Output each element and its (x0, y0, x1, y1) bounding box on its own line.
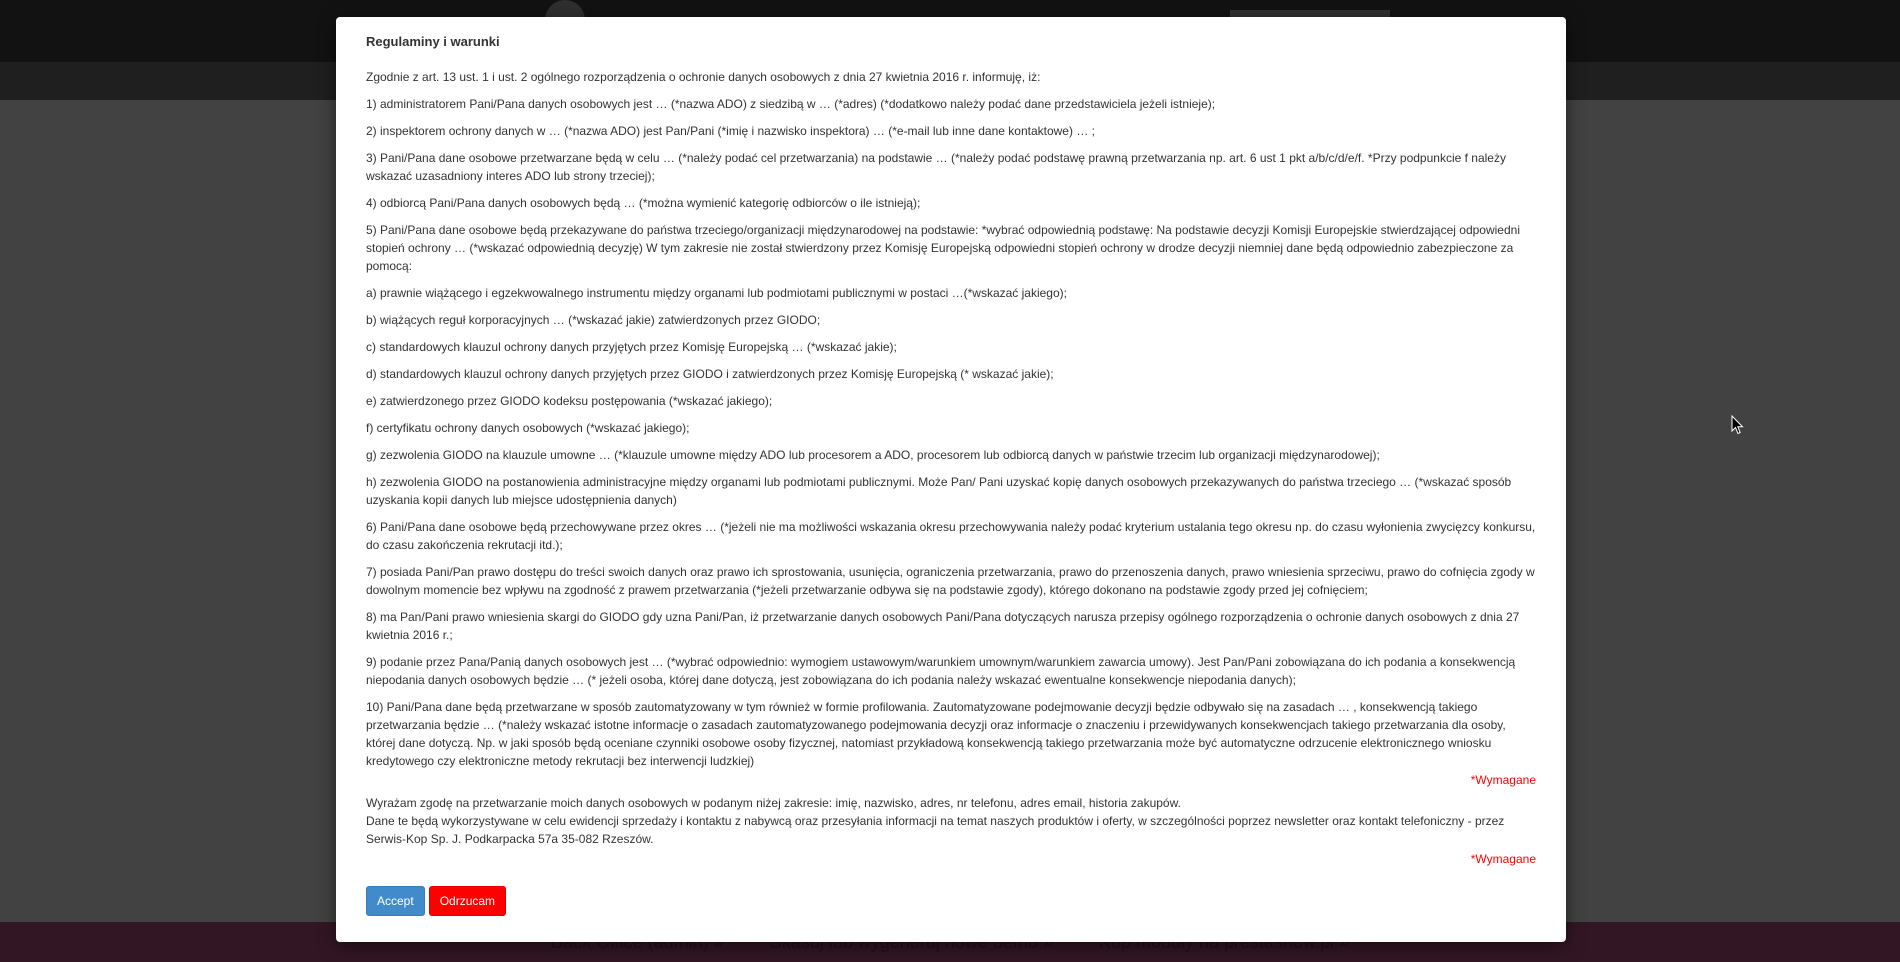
terms-paragraph: f) certyfikatu ochrony danych osobowych (*wskazać jakiego); (366, 421, 690, 435)
terms-paragraph: d) standardowych klauzul ochrony danych przyjętych przez GIODO i zatwierdzonych przez Komisję Europejską (* wskazać jakie); (366, 367, 1054, 381)
terms-paragraph: b) wiążących reguł korporacyjnych … (*wskazać jakie) zatwierdzonych przez GIODO; (366, 313, 821, 327)
reject-button[interactable]: Odrzucam (429, 886, 506, 916)
terms-paragraph: 1) administratorem Pani/Pana danych osobowych jest … (*nazwa ADO) z siedzibą w … (*adres) (*dodatkowo należy podać dane przedstawiciela jeżeli istnieje); (366, 97, 1216, 111)
terms-paragraph: c) standardowych klauzul ochrony danych przyjętych przez Komisję Europejską … (*wskazać jakie); (366, 340, 897, 354)
terms-paragraphs (366, 68, 1536, 770)
terms-modal-body (366, 33, 1536, 916)
terms-paragraph: Zgodnie z art. 13 ust. 1 i ust. 2 ogólnego rozporządzenia o ochronie danych osobowych z dnia 27 kwietnia 2016 r. informuję, iż: (366, 70, 1041, 84)
consent-text (366, 794, 1536, 848)
accept-button[interactable]: Accept (366, 886, 425, 916)
terms-paragraph: 8) ma Pan/Pani prawo wniesienia skargi do GIODO gdy uzna Pani/Pan, iż przetwarzanie danych osobowych Pani/Pana dotyczących narusza przepisy ogólnego rozporządzenia o ochronie danych osobowych z dnia 27 kwietnia 2016 r.; (366, 610, 1520, 642)
terms-paragraph: g) zezwolenia GIODO na klauzule umowne … (*klauzule umowne między ADO lub procesorem a ADO, procesorem lub odbiorcą danych w państwie trzecim lub organizacji międzynarodowej); (366, 448, 1380, 462)
terms-paragraph: 4) odbiorcą Pani/Pana danych osobowych będą … (*można wymienić kategorię odbiorców o ile istnieją); (366, 196, 921, 210)
consent-line: Dane te będą wykorzystywane w celu ewidencji sprzedaży i kontaktu z nabywcą oraz przesyłania informacji na temat naszych produktów i oferty, w szczególności poprzez newsletter oraz kontakt telefoniczny - przez Serwis-Kop Sp. J. Podkarpacka 57a 35-082 Rzeszów. (366, 814, 1505, 846)
terms-paragraph: h) zezwolenia GIODO na postanowienia administracyjne między organami lub podmiotami publicznymi. Może Pan/ Pani uzyskać kopię danych osobowych przekazywanych do państwa trzeciego … (*wskazać sposób uzyskania kopii danych lub miejsce udostępnienia danych) (366, 475, 1512, 507)
required-label: *Wymagane (1470, 773, 1536, 787)
terms-paragraph: e) zatwierdzonego przez GIODO kodeksu postępowania (*wskazać jakiego); (366, 394, 773, 408)
terms-paragraph: 6) Pani/Pana dane osobowe będą przechowywane przez okres … (*jeżeli nie ma możliwości wskazania okresu przechowywania należy podać kryterium ustalania tego okresu np. do czasu wyłonienia zwycięzcy konkursu, do czasu zakończenia rekrutacji itd.); (366, 520, 1536, 552)
consent-line: Wyrażam zgodę na przetwarzanie moich danych osobowych w podanym niżej zakresie: imię, nazwisko, adres, nr telefonu, adres email, historia zakupów. (366, 796, 1181, 810)
modal-actions (366, 886, 1536, 916)
mouse-cursor-icon (1731, 415, 1745, 435)
terms-paragraph: 9) podanie przez Pana/Panią danych osobowych jest … (*wybrać odpowiednio: wymogiem ustawowym/warunkiem umownym/warunkiem zawarcia umowy). Jest Pan/Pani zobowiązana do ich podania a konsekwencją niepodania danych osobowych będzie … (* jeżeli osoba, której dane dotyczą, jest zobowiązana do ich podania należy wskazać ewentualne konsekwencje niepodania danych); (366, 655, 1516, 687)
modal-title: Regulaminy i warunki (366, 34, 500, 49)
terms-modal (336, 17, 1566, 942)
terms-paragraph: 3) Pani/Pana dane osobowe przetwarzane będą w celu … (*należy podać cel przetwarzania) na podstawie … (*należy podać podstawę prawną przetwarzania np. art. 6 ust 1 pkt a/b/c/d/e/f. *Przy podpunkcie f należy wskazać uzasadniony interes ADO lub strony trzeciej); (366, 151, 1506, 183)
terms-paragraph: 10) Pani/Pana dane będą przetwarzane w sposób zautomatyzowany w tym również w formie profilowania. Zautomatyzowane podejmowanie decyzji będzie odbywało się na zasadach … , konsekwencją takiego przetwarzania będzie … (*należy wskazać istotne informacje o zasadach zautomatyzowanego podejmowania decyzji oraz informacje o znaczeniu i przewidywanych konsekwencjach takiego przetwarzania dla osoby, której dane dotyczą. Np. w jaki sposób będą oceniane czynniki osobowe osoby fizycznej, natomiast przykładową konsekwencją takiego przetwarzania może być automatyczne odrzucenie elektronicznego wniosku kredytowego czy elektroniczne metody rekrutacji bez interwencji ludzkiej) (366, 700, 1506, 768)
terms-paragraph: 2) inspektorem ochrony danych w … (*nazwa ADO) jest Pan/Pani (*imię i nazwisko inspektora) … (*e-mail lub inne dane kontaktowe) … ; (366, 124, 1095, 138)
required-label: *Wymagane (1470, 852, 1536, 866)
terms-paragraph: 5) Pani/Pana dane osobowe będą przekazywane do państwa trzeciego/organizacji międzynarodowej na podstawie: *wybrać odpowiednią podstawę: Na podstawie decyzji Komisji Europejskie stwierdzającej odpowiedni stopień ochrony … (*wskazać odpowiednią decyzję) W tym zakresie nie został stwierdzony przez Komisję Europejską odpowiedni stopień ochrony w drodze decyzji niemniej dane będą odpowiednio zabezpieczone za pomocą: (366, 223, 1520, 273)
terms-paragraph: a) prawnie wiążącego i egzekwowalnego instrumentu między organami lub podmiotami publicznymi w postaci …(*wskazać jakiego); (366, 286, 1067, 300)
terms-paragraph: 7) posiada Pani/Pan prawo dostępu do treści swoich danych oraz prawo ich sprostowania, usunięcia, ograniczenia przetwarzania, prawo do przenoszenia danych, prawo wniesienia sprzeciwu, prawo do cofnięcia zgody w dowolnym momencie bez wpływu na zgodność z prawem przetwarzania (*jeżeli przetwarzanie odbywa się na podstawie zgody), którego dokonano na podstawie zgody przed jej cofnięciem; (366, 565, 1535, 597)
